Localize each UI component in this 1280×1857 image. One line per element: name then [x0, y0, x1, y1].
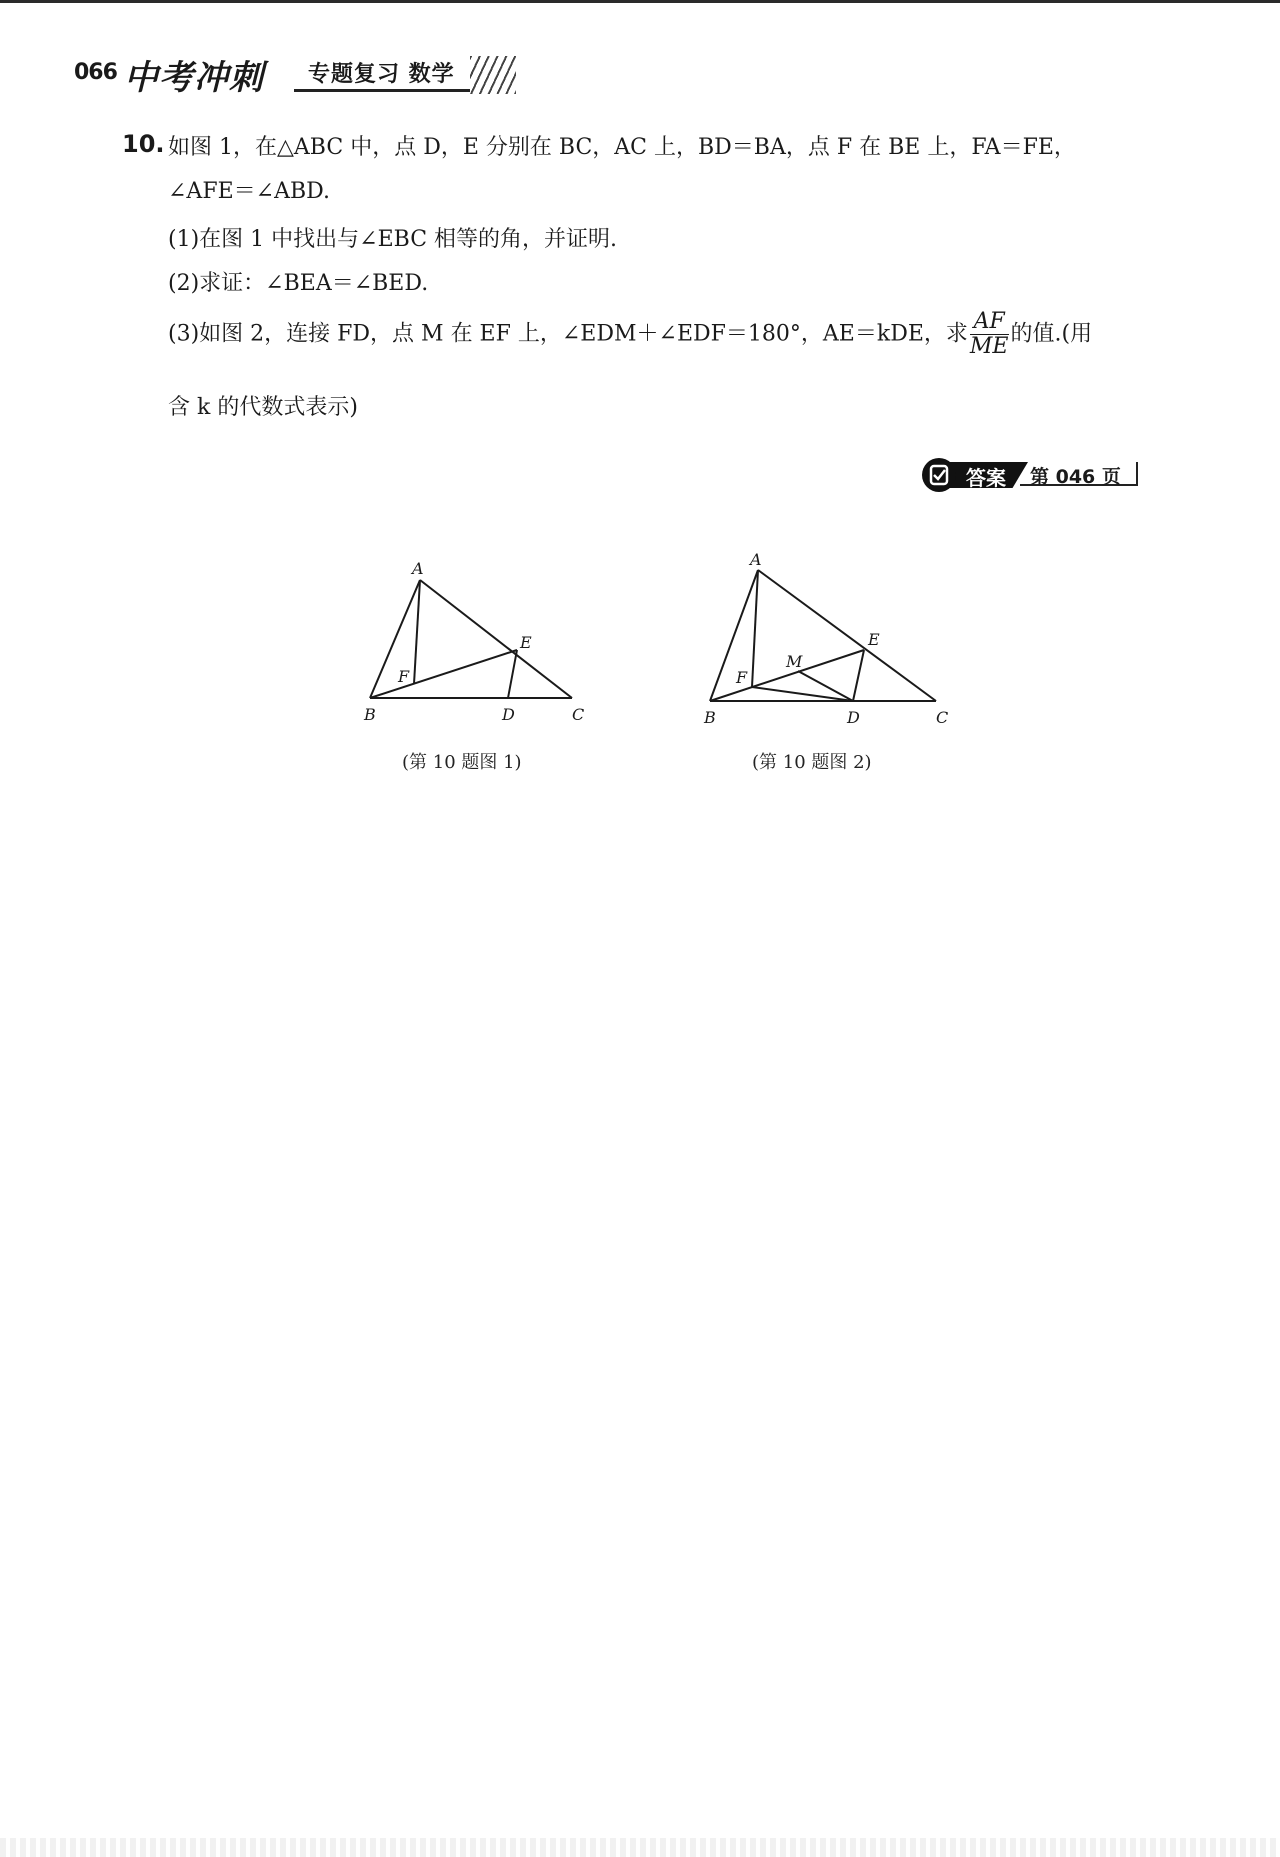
section-tab — [294, 54, 506, 90]
point-c-label: C — [936, 708, 949, 727]
figure-1-diagram — [350, 550, 610, 730]
fraction-af-me — [970, 310, 1009, 359]
part3-text-before: (3)如图 2，连接 FD，点 M 在 EF 上，∠EDM＋∠EDF＝180°，AE＝kDE，求 — [168, 321, 968, 347]
point-f-label: F — [736, 668, 748, 687]
point-c-label: C — [572, 705, 585, 724]
page-number: 066 — [74, 60, 117, 85]
page-header — [72, 50, 542, 98]
segment-af — [414, 580, 420, 684]
point-b-label: B — [704, 708, 716, 727]
point-d-label: D — [847, 708, 860, 727]
problem-part-2: (2)求证：∠BEA＝∠BED. — [168, 271, 429, 296]
top-rule — [0, 0, 1280, 3]
point-a-label: A — [412, 559, 424, 578]
segment-ed — [853, 650, 864, 701]
segment-ab — [710, 570, 758, 701]
figure-1 — [350, 550, 610, 730]
figure-2-caption: (第 10 题图 2) — [752, 752, 872, 773]
problem-number: 10. — [122, 130, 165, 158]
problem-part-1: (1)在图 1 中找出与∠EBC 相等的角，并证明. — [168, 227, 618, 252]
point-m-label: M — [786, 652, 803, 671]
section-underline — [294, 89, 470, 92]
bottom-edge-strip — [0, 1838, 1280, 1857]
point-e-label: E — [868, 630, 880, 649]
problem-line-2: ∠AFE＝∠ABD. — [168, 179, 330, 204]
point-b-label: B — [364, 705, 376, 724]
figure-1-caption: (第 10 题图 1) — [402, 752, 522, 773]
problem-part-3-line-2: 含 k 的代数式表示) — [168, 395, 358, 420]
figure-2 — [690, 545, 970, 735]
fraction-denominator: ME — [969, 334, 1009, 359]
hatch-decoration — [470, 56, 516, 94]
segment-be — [370, 650, 517, 698]
segment-fd — [752, 687, 853, 701]
problem-part-3 — [168, 310, 1092, 359]
answer-label: 答案 — [966, 466, 1006, 490]
fraction-numerator: AF — [970, 310, 1009, 335]
point-e-label: E — [520, 633, 532, 652]
part3-text-after: 的值.(用 — [1010, 321, 1093, 347]
segment-af — [752, 570, 758, 687]
segment-ed — [508, 650, 517, 698]
answer-page-ref: 第 046 页 — [1020, 462, 1138, 486]
answer-reference — [922, 458, 1140, 492]
figure-2-diagram — [690, 545, 970, 735]
series-title: 中考冲刺 — [124, 58, 264, 98]
point-f-label: F — [398, 667, 410, 686]
segment-ab — [370, 580, 420, 698]
point-a-label: A — [750, 550, 762, 569]
segment-ac — [758, 570, 936, 701]
section-title: 专题复习 数学 — [308, 62, 455, 87]
segment-ac — [420, 580, 572, 698]
point-d-label: D — [502, 705, 515, 724]
check-box-icon — [922, 458, 956, 492]
problem-line-1: 如图 1，在△ABC 中，点 D，E 分别在 BC，AC 上，BD＝BA，点 F 在 BE 上，FA＝FE， — [168, 135, 1076, 160]
